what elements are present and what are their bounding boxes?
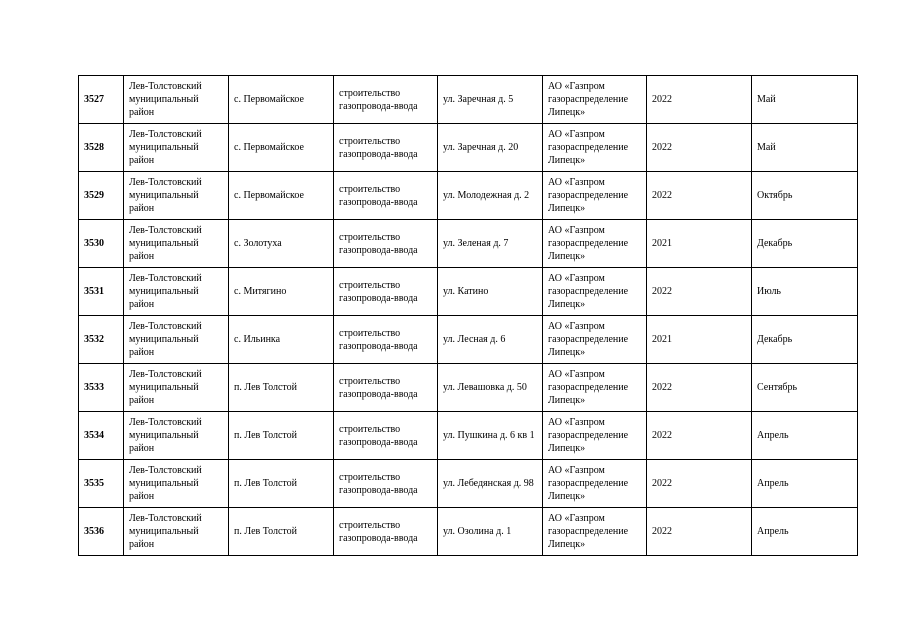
company-cell: АО «Газпром газораспределение Липецк» <box>543 220 647 268</box>
row-number-cell: 3530 <box>79 220 124 268</box>
settlement-cell: с. Золотуха <box>229 220 334 268</box>
table-row <box>79 316 858 364</box>
work-type-cell: строительство газопровода-ввода <box>334 412 438 460</box>
month-cell: Декабрь <box>752 220 858 268</box>
table-row <box>79 364 858 412</box>
district-cell: Лев-Толстовский муниципальный район <box>124 316 229 364</box>
work-type-cell: строительство газопровода-ввода <box>334 268 438 316</box>
year-cell: 2022 <box>647 364 752 412</box>
company-cell: АО «Газпром газораспределение Липецк» <box>543 76 647 124</box>
settlement-cell: с. Первомайское <box>229 124 334 172</box>
year-cell: 2021 <box>647 316 752 364</box>
row-number-cell: 3534 <box>79 412 124 460</box>
company-cell: АО «Газпром газораспределение Липецк» <box>543 460 647 508</box>
row-number-cell: 3533 <box>79 364 124 412</box>
month-cell: Октябрь <box>752 172 858 220</box>
work-type-cell: строительство газопровода-ввода <box>334 364 438 412</box>
row-number-cell: 3532 <box>79 316 124 364</box>
address-cell: ул. Молодежная д. 2 <box>438 172 543 220</box>
year-cell: 2022 <box>647 460 752 508</box>
month-cell: Апрель <box>752 508 858 556</box>
district-cell: Лев-Толстовский муниципальный район <box>124 76 229 124</box>
year-cell: 2022 <box>647 76 752 124</box>
table-row <box>79 172 858 220</box>
settlement-cell: с. Первомайское <box>229 76 334 124</box>
settlement-cell: п. Лев Толстой <box>229 412 334 460</box>
table-row <box>79 412 858 460</box>
year-cell: 2022 <box>647 268 752 316</box>
month-cell: Апрель <box>752 460 858 508</box>
district-cell: Лев-Толстовский муниципальный район <box>124 412 229 460</box>
table-row <box>79 220 858 268</box>
settlement-cell: п. Лев Толстой <box>229 508 334 556</box>
district-cell: Лев-Толстовский муниципальный район <box>124 172 229 220</box>
settlement-cell: с. Первомайское <box>229 172 334 220</box>
address-cell: ул. Пушкина д. 6 кв 1 <box>438 412 543 460</box>
address-cell: ул. Заречная д. 5 <box>438 76 543 124</box>
address-cell: ул. Заречная д. 20 <box>438 124 543 172</box>
year-cell: 2022 <box>647 124 752 172</box>
company-cell: АО «Газпром газораспределение Липецк» <box>543 508 647 556</box>
work-type-cell: строительство газопровода-ввода <box>334 124 438 172</box>
row-number-cell: 3531 <box>79 268 124 316</box>
row-number-cell: 3535 <box>79 460 124 508</box>
table-row <box>79 460 858 508</box>
year-cell: 2021 <box>647 220 752 268</box>
month-cell: Май <box>752 124 858 172</box>
company-cell: АО «Газпром газораспределение Липецк» <box>543 412 647 460</box>
company-cell: АО «Газпром газораспределение Липецк» <box>543 124 647 172</box>
work-type-cell: строительство газопровода-ввода <box>334 220 438 268</box>
year-cell: 2022 <box>647 508 752 556</box>
address-cell: ул. Катино <box>438 268 543 316</box>
table-row <box>79 124 858 172</box>
row-number-cell: 3528 <box>79 124 124 172</box>
address-cell: ул. Левашовка д. 50 <box>438 364 543 412</box>
company-cell: АО «Газпром газораспределение Липецк» <box>543 172 647 220</box>
district-cell: Лев-Толстовский муниципальный район <box>124 508 229 556</box>
row-number-cell: 3536 <box>79 508 124 556</box>
district-cell: Лев-Толстовский муниципальный район <box>124 460 229 508</box>
district-cell: Лев-Толстовский муниципальный район <box>124 220 229 268</box>
table-row <box>79 76 858 124</box>
address-cell: ул. Лебедянская д. 98 <box>438 460 543 508</box>
company-cell: АО «Газпром газораспределение Липецк» <box>543 268 647 316</box>
month-cell: Апрель <box>752 412 858 460</box>
company-cell: АО «Газпром газораспределение Липецк» <box>543 316 647 364</box>
work-type-cell: строительство газопровода-ввода <box>334 508 438 556</box>
month-cell: Сентябрь <box>752 364 858 412</box>
month-cell: Декабрь <box>752 316 858 364</box>
work-type-cell: строительство газопровода-ввода <box>334 172 438 220</box>
settlement-cell: с. Митягино <box>229 268 334 316</box>
row-number-cell: 3529 <box>79 172 124 220</box>
year-cell: 2022 <box>647 412 752 460</box>
company-cell: АО «Газпром газораспределение Липецк» <box>543 364 647 412</box>
year-cell: 2022 <box>647 172 752 220</box>
row-number-cell: 3527 <box>79 76 124 124</box>
settlement-cell: с. Ильинка <box>229 316 334 364</box>
work-type-cell: строительство газопровода-ввода <box>334 316 438 364</box>
address-cell: ул. Зеленая д. 7 <box>438 220 543 268</box>
district-cell: Лев-Толстовский муниципальный район <box>124 268 229 316</box>
district-cell: Лев-Толстовский муниципальный район <box>124 364 229 412</box>
month-cell: Май <box>752 76 858 124</box>
settlement-cell: п. Лев Толстой <box>229 460 334 508</box>
address-cell: ул. Лесная д. 6 <box>438 316 543 364</box>
table-row <box>79 268 858 316</box>
address-cell: ул. Озолина д. 1 <box>438 508 543 556</box>
work-type-cell: строительство газопровода-ввода <box>334 76 438 124</box>
settlement-cell: п. Лев Толстой <box>229 364 334 412</box>
work-type-cell: строительство газопровода-ввода <box>334 460 438 508</box>
gasification-table <box>78 75 858 556</box>
table-row <box>79 508 858 556</box>
month-cell: Июль <box>752 268 858 316</box>
district-cell: Лев-Толстовский муниципальный район <box>124 124 229 172</box>
